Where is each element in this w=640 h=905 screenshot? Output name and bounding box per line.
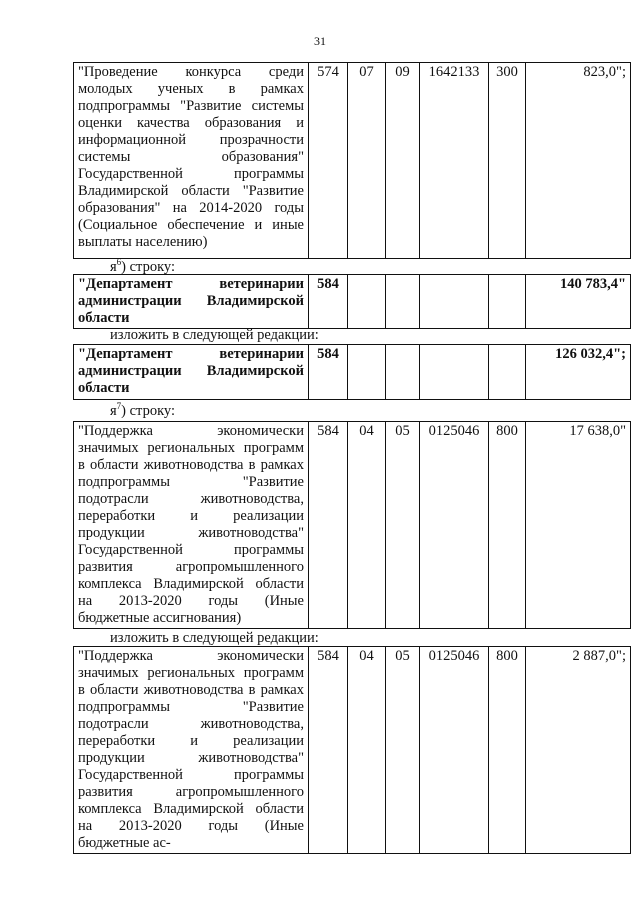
table-row: [74, 647, 631, 854]
row-description: "Поддержка экономически значимых региональных программ в области животноводства в рамках подпрограммы "Развитие подотрасли животноводства, переработки и реализации продукции животноводства" Государственной программы развития агропромышленного комплекса Владимирской области на 2013-2020 годы (Иные бюджетные ассигнования): [74, 422, 309, 629]
section-code: 04: [348, 647, 386, 854]
section-code: [348, 275, 386, 329]
amount: 17 638,0": [526, 422, 631, 629]
amount: 126 032,4";: [526, 345, 631, 400]
ministry-code: 574: [309, 63, 348, 259]
amount: 823,0";: [526, 63, 631, 259]
section-code: 04: [348, 422, 386, 629]
ministry-code: 584: [309, 422, 348, 629]
note-superscript: 6: [116, 257, 122, 268]
note-prefix: я: [110, 259, 117, 275]
subsection-code: [386, 345, 420, 400]
target-article-code: [420, 275, 489, 329]
expense-type-code: [489, 345, 526, 400]
note-prefix: я: [110, 403, 117, 419]
expense-type-code: [489, 275, 526, 329]
instruction-note: [110, 403, 175, 420]
table-row: [74, 63, 631, 259]
instruction-note: излoжить в следующей редакции:: [110, 327, 319, 343]
note-superscript: 7: [116, 401, 122, 412]
table-row: [74, 422, 631, 629]
amount: 2 887,0";: [526, 647, 631, 854]
budget-table-4: [73, 421, 631, 629]
target-article-code: [420, 345, 489, 400]
instruction-note: излoжить в следующей редакции:: [110, 630, 319, 646]
subsection-code: 09: [386, 63, 420, 259]
amount: 140 783,4": [526, 275, 631, 329]
row-description: "Департамент ветеринарии администрации Владимирской области: [74, 275, 309, 329]
target-article-code: 0125046: [420, 422, 489, 629]
ministry-code: 584: [309, 647, 348, 854]
ministry-code: 584: [309, 275, 348, 329]
expense-type-code: 800: [489, 647, 526, 854]
subsection-code: 05: [386, 422, 420, 629]
expense-type-code: 800: [489, 422, 526, 629]
note-suffix: ) строку:: [121, 403, 176, 419]
ministry-code: 584: [309, 345, 348, 400]
expense-type-code: 300: [489, 63, 526, 259]
table-row: [74, 275, 631, 329]
row-description: "Проведение конкурса среди молодых ученых в рамках подпрограммы "Развитие системы оценки качества образования и информационной прозрачности системы образования" Государственной программы Владимирской области "Развитие образования" на 2014-2020 годы (Социальное обеспечение и иные выплаты населению): [74, 63, 309, 259]
subsection-code: 05: [386, 647, 420, 854]
table-row: [74, 345, 631, 400]
budget-table-3: [73, 344, 631, 400]
target-article-code: 0125046: [420, 647, 489, 854]
row-description: "Поддержка экономически значимых региональных программ в области животноводства в рамках подпрограммы "Развитие подотрасли животноводства, переработки и реализации продукции животноводства" Государственной программы развития агропромышленного комплекса Владимирской области на 2013-2020 годы (Иные бюджетные ас-: [74, 647, 309, 854]
subsection-code: [386, 275, 420, 329]
row-description: "Департамент ветеринарии администрации Владимирской области: [74, 345, 309, 400]
budget-table-1: [73, 62, 631, 259]
page-number: 31: [314, 34, 326, 48]
budget-table-5: [73, 646, 631, 854]
budget-table-2: [73, 274, 631, 329]
target-article-code: 1642133: [420, 63, 489, 259]
note-suffix: ) строку:: [121, 259, 176, 275]
section-code: 07: [348, 63, 386, 259]
section-code: [348, 345, 386, 400]
